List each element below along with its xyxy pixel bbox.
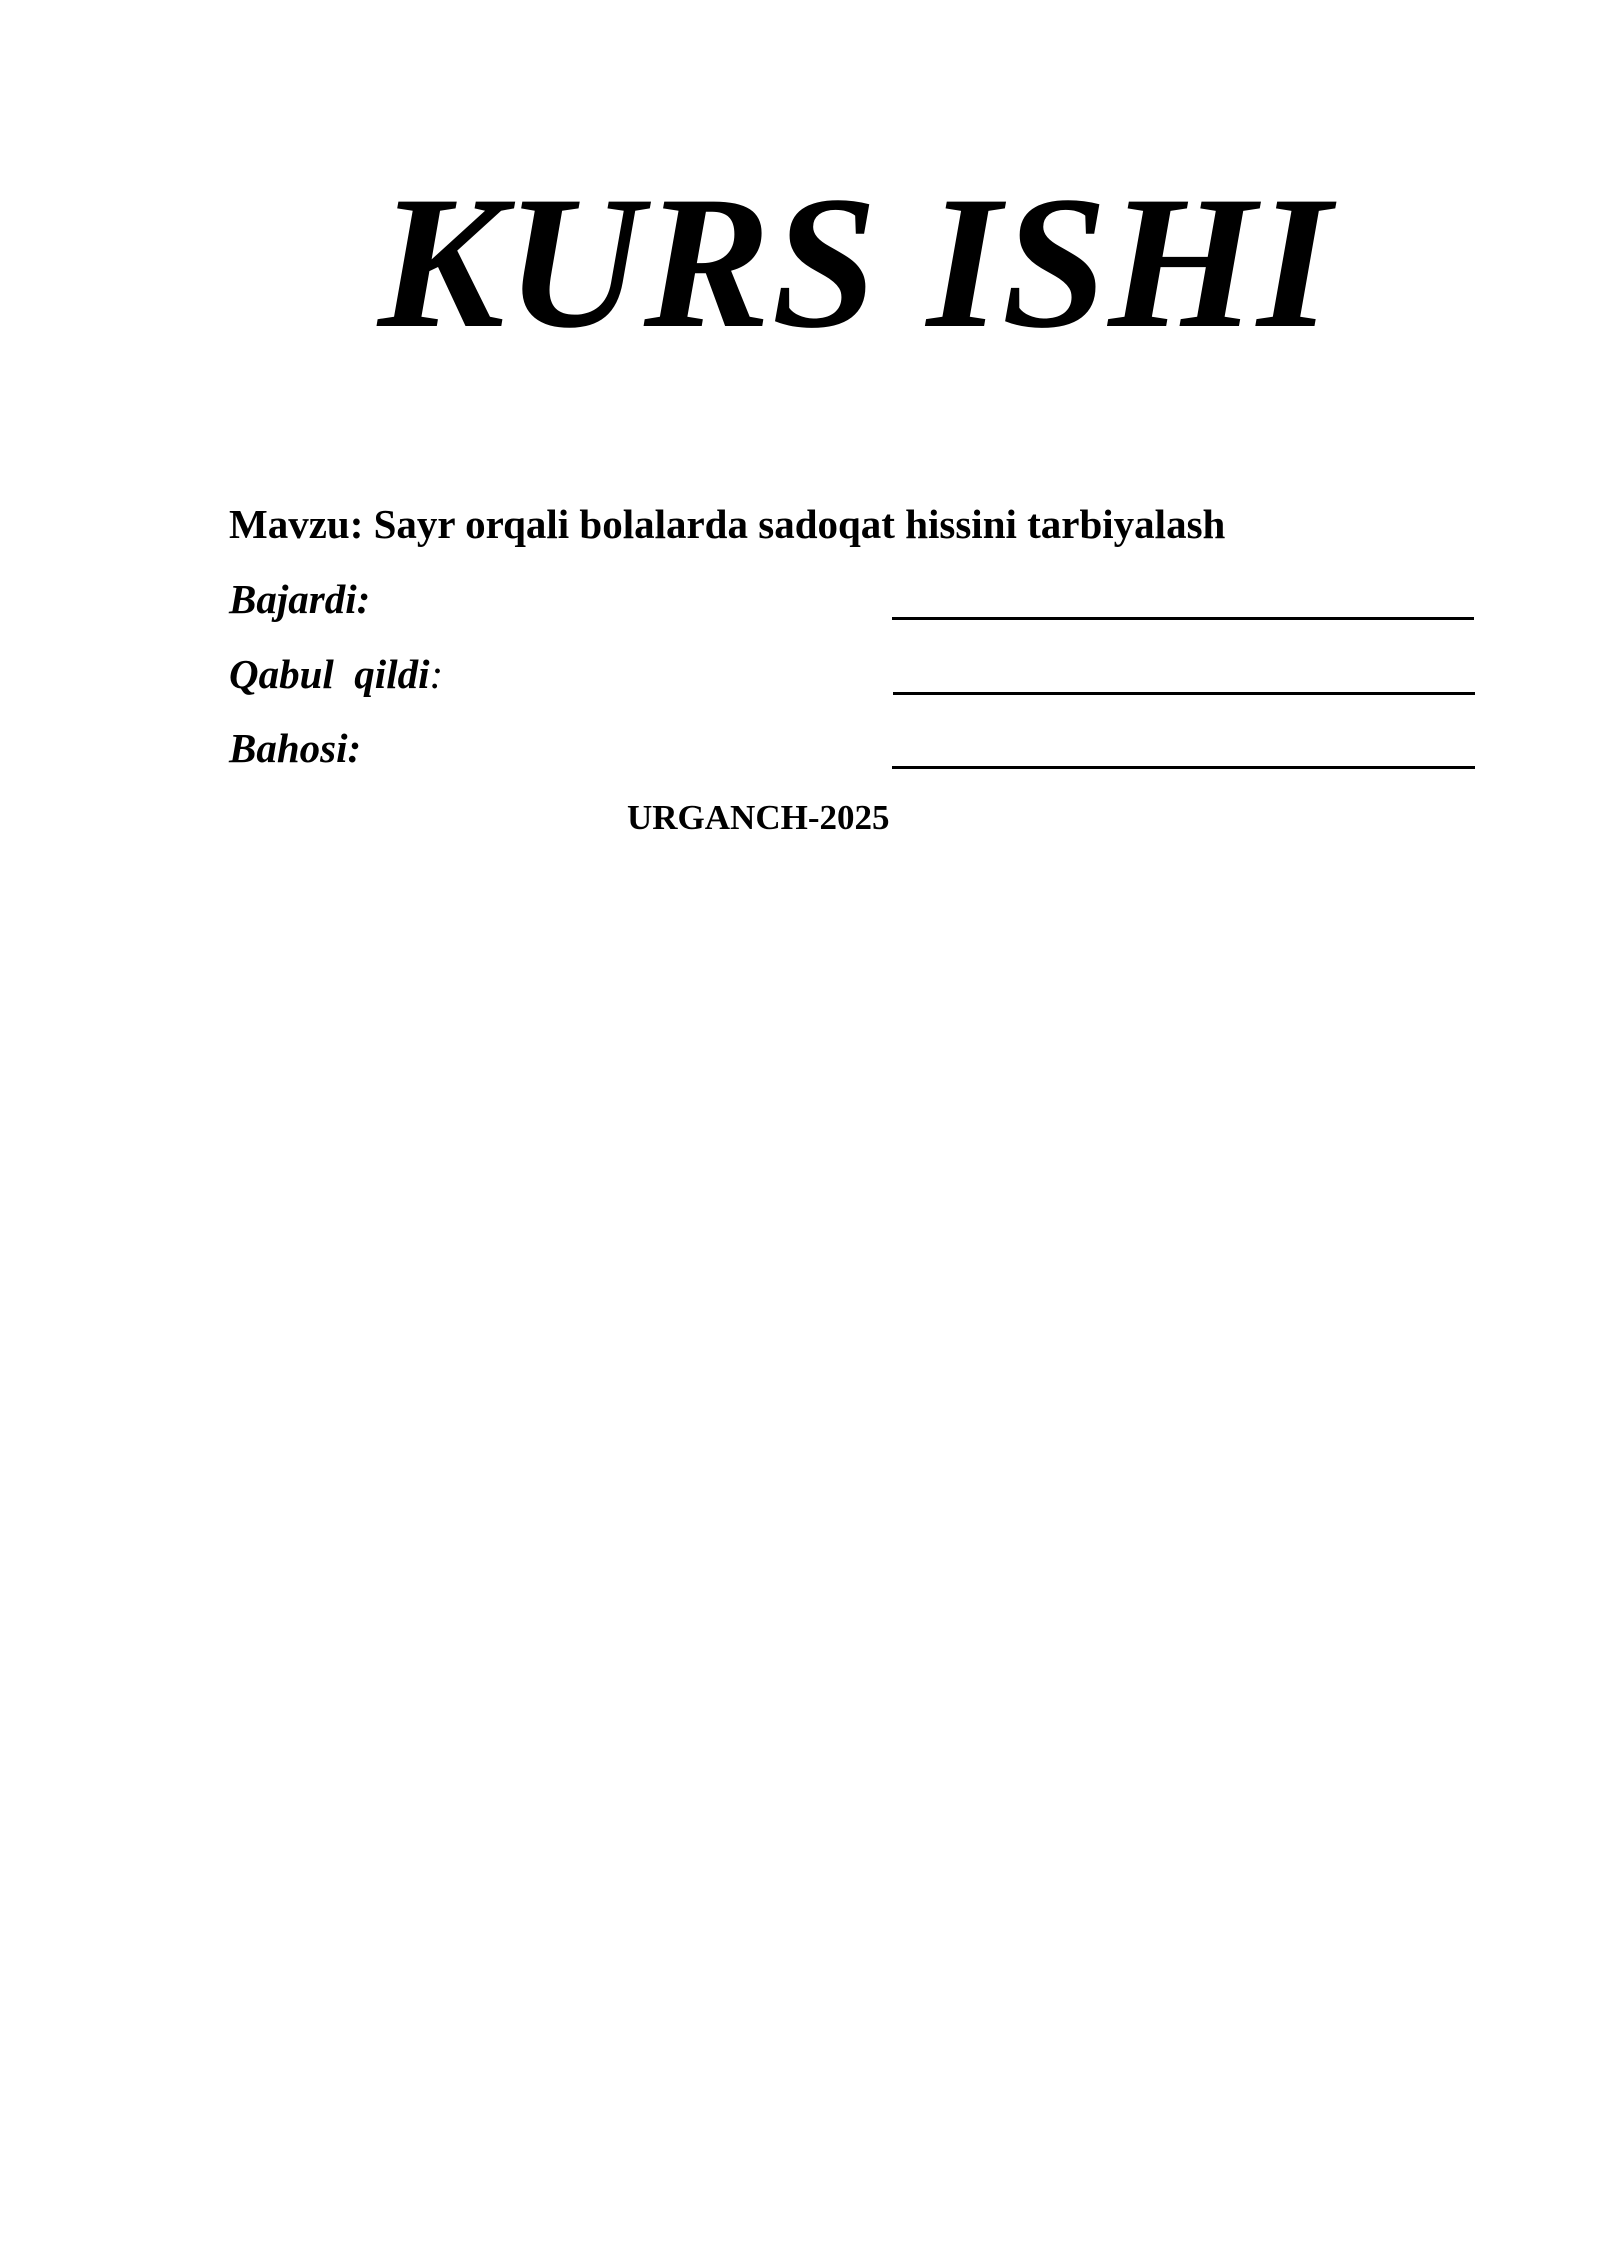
accepted-by-colon: : (429, 651, 444, 697)
document-title: KURS ISHI (377, 158, 1333, 368)
accepted-by-label-text: Qabul qildi (229, 651, 430, 697)
accepted-by-blank-line (893, 692, 1475, 695)
grade-label: Bahosi: (229, 725, 362, 771)
performed-by-blank-line (892, 617, 1474, 620)
accepted-by-label (229, 650, 443, 698)
city-year-footer: URGANCH-2025 (627, 798, 890, 837)
performed-by-label: Bajardi: (229, 576, 371, 622)
topic-line: Mavzu: Sayr orqali bolalarda sadoqat hissini tarbiyalash (229, 501, 1226, 547)
grade-blank-line (892, 766, 1475, 769)
